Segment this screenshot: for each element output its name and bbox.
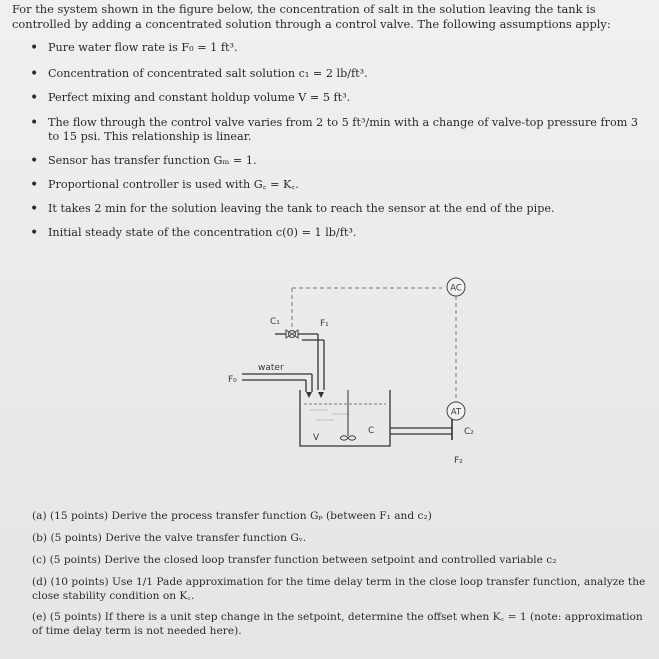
water-label: water: [258, 363, 284, 373]
question-item: [32, 553, 652, 567]
question-label: (a): [32, 510, 47, 522]
question-text: (5 points) Derive the valve transfer function Gᵥ.: [50, 532, 307, 544]
water-flow-arrow-icon: [306, 392, 312, 398]
intro-text: For the system shown in the figure below, the concentration of salt in the solution leaving the tank is controlled by adding a concentrated solution through a control valve. The following assumptions apply:: [12, 2, 611, 31]
question-label: (e): [32, 611, 47, 623]
problem-intro: [12, 2, 652, 32]
feed-flow-arrow-icon: [318, 392, 324, 398]
assumption-item: • Proportional controller is used with G꜀ = K꜀.: [30, 178, 650, 192]
assumption-item: • Concentration of concentrated salt solution c₁ = 2 lb/ft³.: [30, 67, 650, 81]
question-item: [32, 575, 652, 603]
f2-label: F₂: [454, 456, 463, 466]
assumption-item: • It takes 2 min for the solution leaving the tank to reach the sensor at the end of the pipe.: [30, 202, 650, 216]
mixer-blade-icon: [341, 436, 348, 440]
f0-label: F₀: [228, 375, 237, 385]
assumption-item: • The flow through the control valve varies from 2 to 5 ft³/min with a change of valve-top pressure from 3 to 15 psi. This relationship is linear.: [30, 116, 650, 144]
volume-label: V: [313, 433, 320, 443]
question-item: [32, 531, 652, 545]
question-text: (5 points) Derive the closed loop transfer function between setpoint and controlled variable c₂: [49, 554, 557, 566]
question-text: (5 points) If there is a unit step change in the setpoint, determine the offset when K꜀ = 1 (note: approximation of time delay term is not needed here).: [32, 611, 643, 637]
assumption-item: • Initial steady state of the concentration c(0) = 1 lb/ft³.: [30, 226, 650, 240]
control-valve-icon: [286, 330, 298, 338]
questions-list: [32, 509, 652, 645]
question-text: (15 points) Derive the process transfer function Gₚ (between F₁ and c₂): [49, 510, 432, 522]
controller-label: AC: [450, 283, 462, 294]
question-item: [32, 610, 652, 638]
assumption-item: • Sensor has transfer function Gₘ = 1.: [30, 154, 650, 168]
assumption-item: • Pure water flow rate is F₀ = 1 ft³.: [30, 41, 650, 55]
c2-label: C₂: [464, 427, 474, 437]
sensor-label: AT: [450, 407, 462, 418]
question-text: (10 points) Use 1/1 Pade approximation for the time delay term in the close loop transfer function, analyze the close stability condition on K꜀.: [32, 576, 646, 602]
process-diagram: [220, 270, 500, 470]
assumptions-list: [30, 41, 650, 240]
question-item: [32, 509, 652, 523]
assumption-item: • Perfect mixing and constant holdup volume V = 5 ft³.: [30, 91, 650, 105]
question-label: (c): [32, 554, 47, 566]
question-label: (d): [32, 576, 48, 588]
mixer-blade-icon: [349, 436, 356, 440]
process-diagram-svg: [220, 270, 500, 470]
f1-label: F₁: [320, 319, 329, 329]
tank-concentration-label: C: [368, 426, 375, 436]
c1-label: C₁: [270, 317, 280, 327]
question-label: (b): [32, 532, 48, 544]
